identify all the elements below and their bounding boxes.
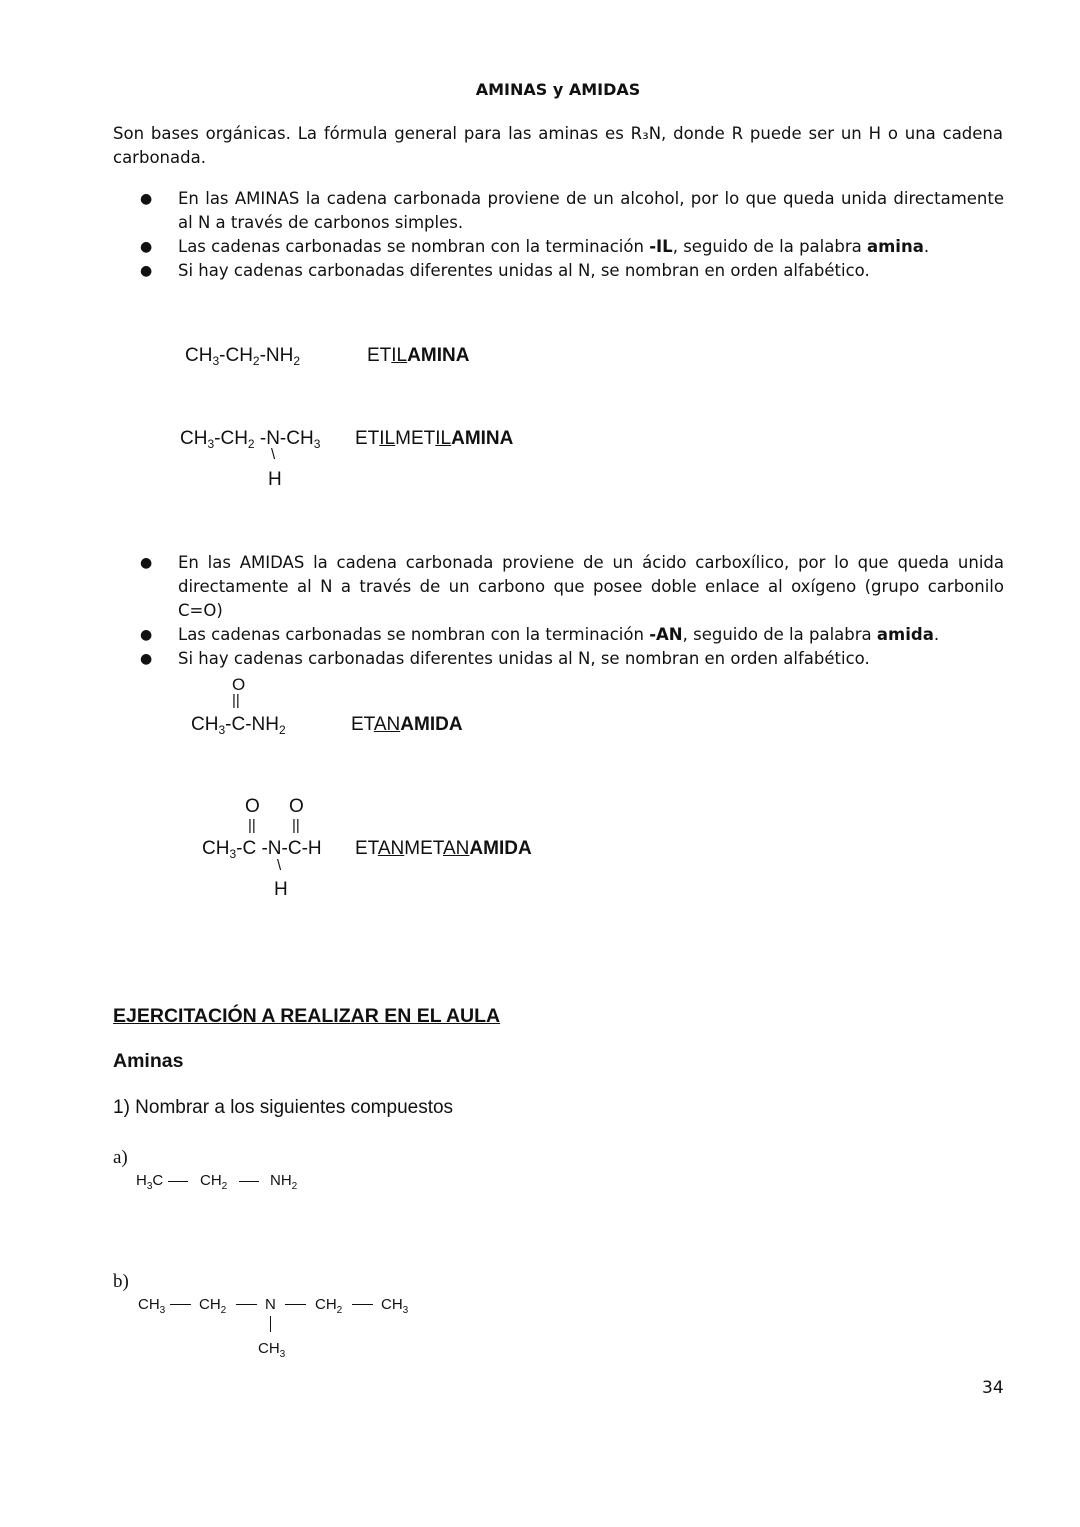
exercise-b-group-2: $CH_2$ [199,1296,227,1316]
bond-line [236,1304,257,1305]
rule-bold: amina [866,237,924,256]
page-number: 34 [982,1378,1004,1398]
exercise-b-label: b) [113,1271,129,1292]
example4-bond: \ [277,857,282,874]
example4-double-bond-1: || [248,817,256,834]
bullet-icon: ● [140,263,153,279]
bond-line [352,1304,373,1305]
example3-formula: $CH_3-C-NH_2$ [191,714,286,737]
bond-line [168,1181,188,1182]
list-item [140,623,1004,647]
list-item [140,235,1004,259]
exercise-a-group-2: $CH_2$ [200,1172,228,1192]
exercise-subheading: Aminas [113,1050,184,1072]
bond-line [239,1181,259,1182]
example2-hydrogen: H [268,469,282,490]
bullet-icon: ● [140,555,153,571]
rule-bold: -IL [649,237,673,256]
example2-name: ETILMETILAMINA [355,428,514,449]
list-item [140,259,1004,283]
example4-double-bond-2: || [292,817,300,834]
bullet-icon: ● [140,239,153,255]
exercise-b-group-4: $CH_2$ [315,1296,343,1316]
list-item [140,551,1004,623]
example2-formula: $CH_3-CH_2$ $-N-CH_3$ [180,428,321,451]
bullet-icon: ● [140,191,153,207]
exercise-a-group-1: $H_3C$ [136,1172,164,1192]
page-title: AMINAS y AMIDAS [475,80,641,99]
exercise-a-group-3: $NH_2$ [270,1172,298,1192]
rule-text: Las cadenas carbonadas se nombran con la terminación [178,237,650,256]
exercise-heading: EJERCITACIÓN A REALIZAR EN EL AULA [113,1005,501,1027]
intro-paragraph: Son bases orgánicas. La fórmula general para las aminas es R₃N, donde R puede ser un H o una cadena carbonada. [113,124,1003,167]
example4-hydrogen: H [274,879,288,900]
example3-name: ETANAMIDA [351,714,463,735]
example1-name: ETILAMINA [367,345,470,366]
example4-name: ETANMETANAMIDA [355,838,532,859]
exercise-a-label: a) [113,1147,128,1168]
rule-text: , seguido de la palabra [672,237,867,256]
rule-text: En las AMIDAS la cadena carbonada proviene de un ácido carboxílico, por lo que queda unida directamente al N a través de un carbono que posee doble enlace al oxígeno (grupo carbonilo C=O) [178,553,1004,620]
bond-line-vertical [270,1316,271,1332]
exercise-b-group-3: N [265,1296,276,1313]
example3-oxygen: O [232,675,246,694]
exercise-b-group-5: $CH_3$ [381,1296,409,1316]
rule-text: . [923,237,930,256]
exercise-b-group-1: $CH_3$ [138,1296,166,1316]
rule-text: . [933,625,940,644]
example1-formula: $CH_3-CH_2-NH_2$ [185,345,301,368]
example4-oxygen-1: O [245,796,260,817]
rule-bold: amida [876,625,934,644]
rule-text: Si hay cadenas carbonadas diferentes unidas al N, se nombran en orden alfabético. [178,261,870,280]
list-item [140,187,1004,235]
rule-bold: -AN [649,625,683,644]
aminas-rules-list [140,187,1004,283]
bullet-icon: ● [140,651,153,667]
example4-formula: $CH_3-C$ -N-C-H [202,838,322,861]
rule-text: Las cadenas carbonadas se nombran con la terminación [178,625,650,644]
rule-text: Si hay cadenas carbonadas diferentes unidas al N, se nombran en orden alfabético. [178,649,870,668]
amidas-rules-list [140,551,1004,671]
bond-line [285,1304,306,1305]
list-item [140,647,1004,671]
exercise-b-branch: $CH_3$ [258,1340,286,1360]
example3-double-bond: || [232,692,240,709]
bullet-icon: ● [140,627,153,643]
rule-text: En las AMINAS la cadena carbonada proviene de un alcohol, por lo que queda unida directamente al N a través de carbonos simples. [178,189,1004,232]
example4-oxygen-2: O [289,796,304,817]
exercise-prompt: 1) Nombrar a los siguientes compuestos [113,1097,454,1118]
bond-line [170,1304,191,1305]
example2-bond: \ [271,446,276,463]
rule-text: , seguido de la palabra [682,625,877,644]
